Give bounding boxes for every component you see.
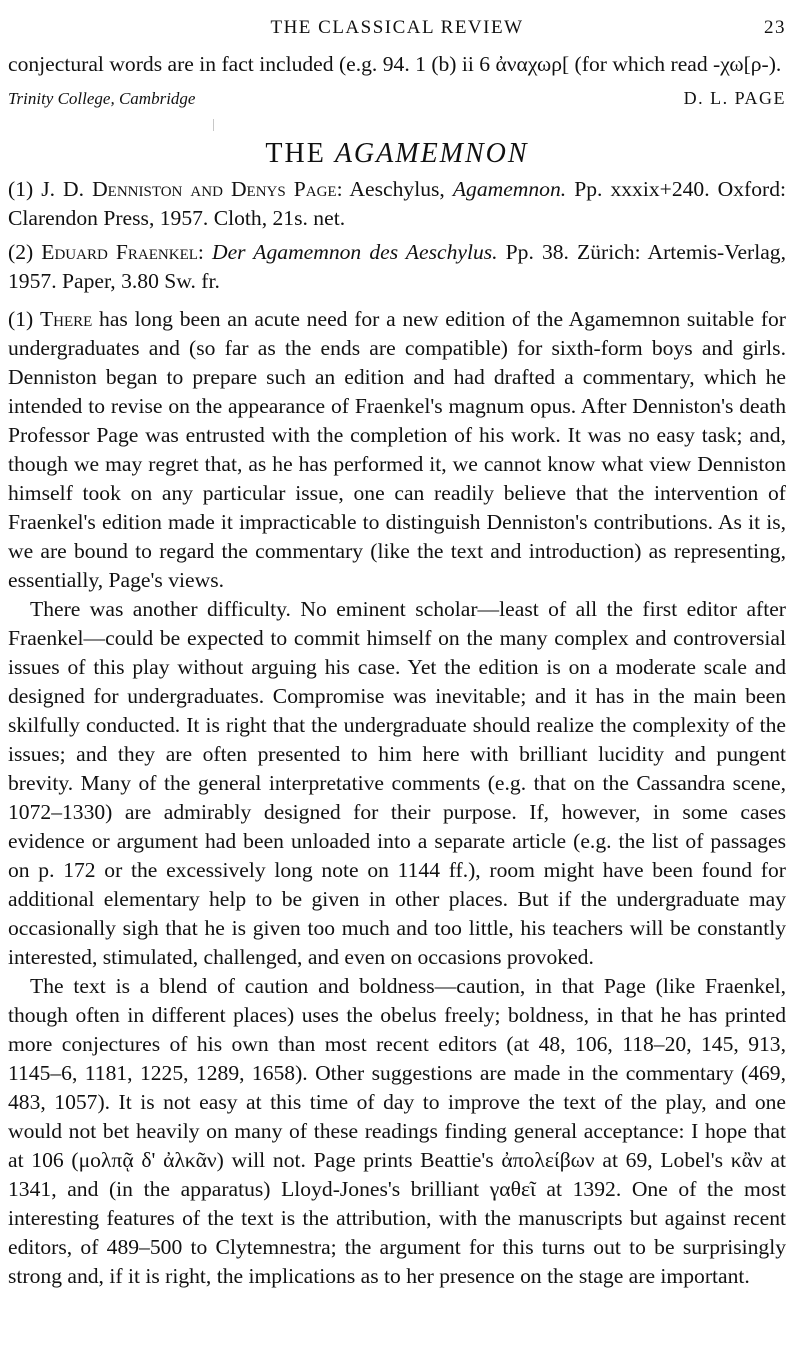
body-paragraph-3: The text is a blend of caution and boldness—caution, in that Page (like Fraenkel, though often in different places) uses the obelus freely; boldness, in that he has printed more conjectures of his own than most recent editors (at 48, 106, 118–20, 145, 913, 1145–6, 1181, 1225, 1289, 1658). Other suggestions are made in the commentary (469, 483, 1057). It is not easy at this time of day to improve the text of the play, and one would not bet heavily on many of these readings finding general acceptance: I hope that at 106 (μολπᾷ δ' ἀλκᾶν) will not. Page prints Beattie's ἀπολείβων at 69, Lobel's κἂν at 1341, and (in the apparatus) Lloyd-Jones's brilliant γαθεῖ at 1392. One of the most interesting features of the text is the attribution, with the manuscripts but against recent editors, of 489–500 to Clytemnestra; the argument for this turns out to be surprisingly strong and, if it is right, the implications as to her presence on the stage are important. [8, 974, 786, 1288]
journal-page [8, 0, 786, 1291]
author-affiliation: Trinity College, Cambridge [8, 89, 196, 108]
signature-line [8, 85, 786, 115]
review-title-italic: AGAMEMNON [334, 138, 529, 169]
body-paragraph-2: There was another difficulty. No eminent scholar—least of all the first editor after Fraenkel—could be expected to commit himself on the many complex and controversial issues of this play without arguing his case. Yet the edition is on a moderate scale and designed for undergraduates. Compromise was inevitable; and it has in the main been skilfully conducted. It is right that the undergraduate should realize the complexity of the issues; and they are often presented to him here with brilliant lucidity and pungent brevity. Many of the general interpretative comments (e.g. that on the Cassandra scene, 1072–1330) are admirably designed for their purpose. If, however, in some cases evidence or argument had been unloaded into a separate article (e.g. the list of passages on p. 172 or the excessively long note on 1144 ff.), room might have been found for additional elementary help to be given in other places. But if the undergraduate may occasionally sigh that he is given too much and too little, his teachers will be constantly interested, stimulated, challenged, and even on occasions provoked. [8, 597, 786, 969]
paragraph-lead-smallcaps: There [39, 307, 93, 331]
review-title-prefix: THE [265, 138, 335, 169]
work-separator: : [197, 240, 212, 264]
review-body [8, 305, 786, 1291]
work-separator: : Aeschylus, [336, 177, 453, 201]
running-head [8, 0, 786, 40]
work-details: Pp. 38. Zürich: Artemis-Verlag, 1957. Paper, 3.80 Sw. fr. [8, 240, 787, 293]
work-title: Agamemnon. [452, 177, 567, 201]
running-title: THE CLASSICAL REVIEW [270, 17, 524, 38]
review-title [8, 137, 786, 171]
paragraph-text: has long been an acute need for a new edition of the Agamemnon suitable for undergraduates and (so far as the ends are compatible) for sixth-form boys and girls. Denniston began to prepare such an edition and had drafted a commentary, which he intended to revise on the appearance of Fraenkel's magnum opus. After Denniston's death Professor Page was entrusted with the completion of his work. It was no easy task; and, though we may regret that, as he has performed it, we cannot know what view Denniston himself took on any particular issue, one can readily believe that the intervention of Fraenkel's edition made it impracticable to distinguish Denniston's contributions. As it is, we are bound to regard the commentary (like the text and introduction) as representing, essentially, Page's views. [8, 307, 786, 592]
carry-over-paragraph: conjectural words are in fact included (e.g. 94. 1 (b) ii 6 ἀναχωρ[ (for which read -χω[ρ-). [8, 52, 782, 76]
work-details: Pp. xxxix+240. Oxford: Clarendon Press, 1957. Cloth, 21s. net. [8, 177, 787, 230]
work-entry-1 [8, 175, 786, 233]
body-paragraph-1 [8, 305, 786, 595]
paragraph-lead: (1) [8, 307, 40, 331]
page-number: 23 [764, 17, 786, 38]
separator-rule [213, 119, 214, 131]
work-title: Der Agamemnon des Aeschylus. [212, 240, 498, 264]
work-entry-2 [8, 238, 786, 296]
work-authors: J. D. Denniston and Denys Page [41, 177, 337, 201]
author-name: D. L. PAGE [683, 88, 786, 108]
work-authors: Eduard Fraenkel [41, 240, 198, 264]
work-number: (2) [8, 240, 42, 264]
work-number: (1) [8, 177, 42, 201]
